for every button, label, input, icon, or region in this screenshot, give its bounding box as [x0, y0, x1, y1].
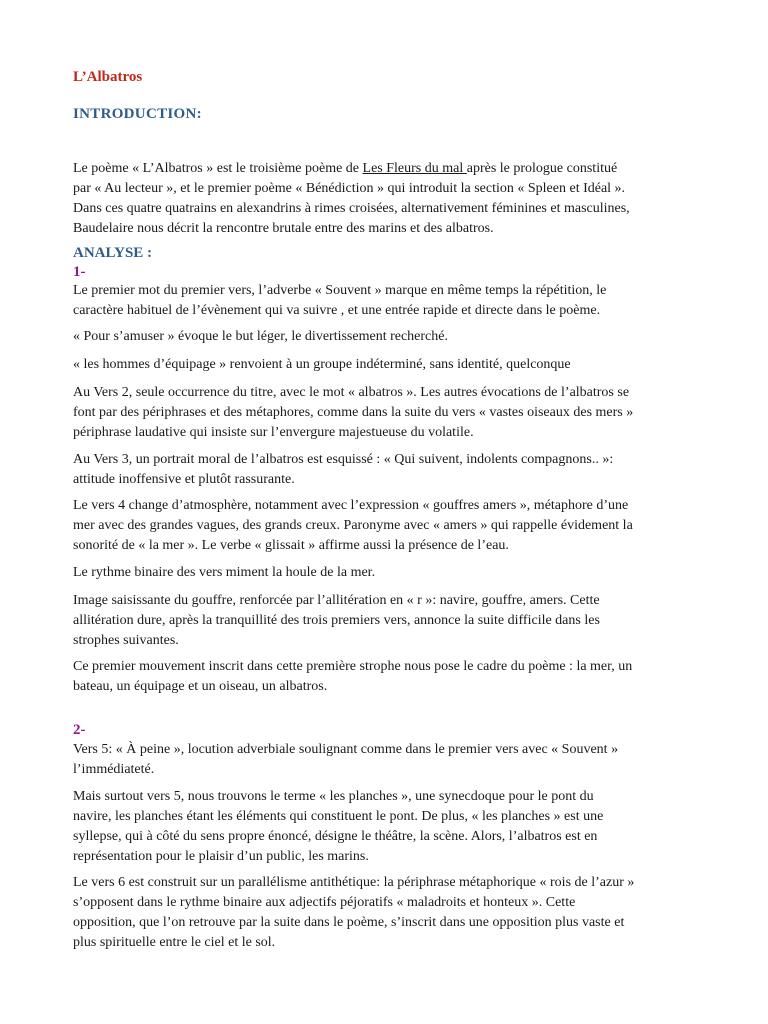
analyse-heading: ANALYSE :: [73, 245, 153, 261]
paragraph-line: Vers 5: « À peine », locution adverbiale soulignant comme dans le premier vers avec « Souvent »: [73, 742, 619, 757]
paragraph-line: opposition, que l’on retrouve par la suite dans le poème, s’inscrit dans une opposition plus vaste et: [73, 915, 625, 930]
document-title: L’Albatros: [73, 69, 143, 85]
paragraph-line: Le vers 4 change d’atmosphère, notamment avec l’expression « gouffres amers », métaphore d’une: [73, 498, 629, 513]
paragraph-line: Au Vers 2, seule occurrence du titre, avec le mot « albatros ». Les autres évocations de l’albatros se: [73, 385, 630, 400]
intro-text: Le poème « L’Albatros » est le troisième poème de: [73, 161, 363, 176]
paragraph-line: représentation pour le plaisir d’un public, les marins.: [73, 849, 369, 864]
paragraph: [73, 327, 698, 347]
paragraph-line: mer avec des grandes vagues, des grands creux. Paronyme avec « amers » qui rappelle évidement la: [73, 518, 633, 533]
paragraph-line: allitération dure, après la tranquillité des trois premiers vers, annonce la suite difficile dans les: [73, 613, 600, 628]
paragraph-line: Au Vers 3, un portrait moral de l’albatros est esquissé : « Qui suivent, indolents compagnons.. »:: [73, 452, 614, 467]
paragraph-line: attitude inoffensive et plutôt rassurante.: [73, 472, 295, 487]
intro-text: après le prologue constitué: [466, 161, 618, 176]
paragraph-line: Le rythme binaire des vers miment la houle de la mer.: [73, 565, 376, 580]
paragraph-line: périphrase laudative qui insiste sur l’envergure majestueuse du volatile.: [73, 425, 474, 440]
introduction-heading: INTRODUCTION:: [73, 106, 202, 122]
paragraph-line: syllepse, qui à côté du sens propre énoncé, désigne le théâtre, la scène. Alors, l’albatros est en: [73, 829, 598, 844]
paragraph-line: « les hommes d’équipage » renvoient à un groupe indéterminé, sans identité, quelconque: [73, 357, 571, 372]
intro-line: [73, 159, 698, 179]
paragraph-line: « Pour s’amuser » évoque le but léger, le divertissement recherché.: [73, 329, 448, 344]
paragraph: [73, 591, 698, 651]
intro-line: Dans ces quatre quatrains en alexandrins à rimes croisées, alternativement féminines et masculines,: [73, 201, 630, 216]
paragraph-line: sonorité de « la mer ». Le verbe « glissait » affirme aussi la présence de l’eau.: [73, 538, 509, 553]
book-title-link: Les Fleurs du mal: [362, 161, 467, 176]
paragraph: [73, 740, 698, 780]
paragraph-line: strophes suivantes.: [73, 633, 179, 648]
part-2-number: 2-: [73, 722, 86, 738]
paragraph-line: Le premier mot du premier vers, l’adverbe « Souvent » marque en même temps la répétition, le: [73, 283, 607, 298]
intro-line: par « Au lecteur », et le premier poème « Bénédiction » qui introduit la section « Spleen et Idéal ».: [73, 181, 626, 196]
paragraph: [73, 450, 698, 490]
paragraph: [73, 563, 698, 583]
paragraph-line: Le vers 6 est construit sur un parallélisme antithétique: la périphrase métaphorique « rois de l’azur »: [73, 875, 635, 890]
paragraph: [73, 383, 698, 443]
paragraph-line: Mais surtout vers 5, nous trouvons le terme « les planches », une synecdoque pour le pont du: [73, 789, 594, 804]
paragraph-line: Image saisissante du gouffre, renforcée par l’allitération en « r »: navire, gouffre, amers. Cette: [73, 593, 600, 608]
paragraph: [73, 496, 698, 556]
paragraph: [73, 355, 698, 375]
paragraph-line: font par des périphrases et des métaphores, comme dans la suite du vers « vastes oiseaux des mers »: [73, 405, 634, 420]
introduction-paragraph: [73, 159, 698, 239]
paragraph-line: plus spirituelle entre le ciel et le sol.: [73, 935, 276, 950]
paragraph-line: l’immédiateté.: [73, 762, 155, 777]
paragraph-line: Ce premier mouvement inscrit dans cette première strophe nous pose le cadre du poème : la mer, un: [73, 659, 633, 674]
paragraph-line: navire, les planches étant les éléments qui constituent le pont. De plus, « les planches » est une: [73, 809, 604, 824]
part-1-number: 1-: [73, 264, 86, 280]
paragraph: [73, 657, 698, 697]
paragraph: [73, 281, 698, 321]
intro-line: Baudelaire nous décrit la rencontre brutale entre des marins et des albatros.: [73, 221, 494, 236]
paragraph-line: bateau, un équipage et un oiseau, un albatros.: [73, 679, 328, 694]
paragraph-line: s’opposent dans le rythme binaire aux adjectifs péjoratifs « maladroits et honteux ». Cette: [73, 895, 576, 910]
paragraph: [73, 787, 698, 867]
paragraph-line: caractère habituel de l’évènement qui va suivre , et une entrée rapide et directe dans le poème.: [73, 303, 601, 318]
paragraph: [73, 873, 698, 953]
